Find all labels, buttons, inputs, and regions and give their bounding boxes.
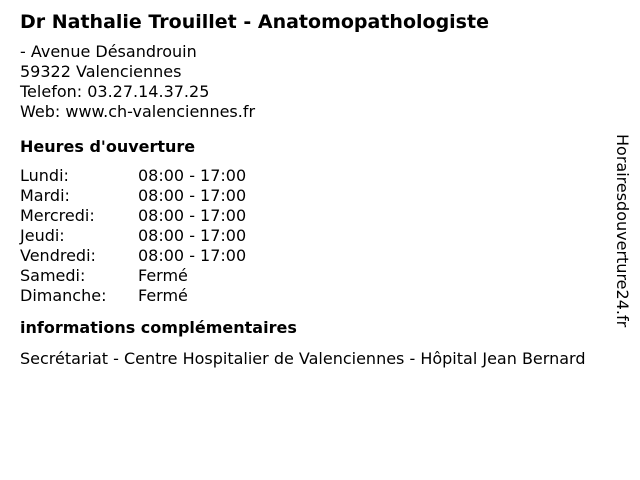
hours-row-tuesday — [20, 186, 630, 206]
time-value: 08:00 - 17:00 — [138, 186, 247, 205]
day-label: Samedi: — [20, 266, 86, 285]
day-label: Mardi: — [20, 186, 70, 205]
hours-row-friday — [20, 246, 630, 266]
phone-number: Telefon: 03.27.14.37.25 — [20, 82, 210, 101]
address-city: 59322 Valenciennes — [20, 62, 182, 81]
time-value: Fermé — [138, 286, 188, 305]
hours-row-wednesday — [20, 206, 630, 226]
day-label: Vendredi: — [20, 246, 96, 265]
time-value: 08:00 - 17:00 — [138, 166, 247, 185]
day-label: Lundi: — [20, 166, 69, 185]
page-title: Dr Nathalie Trouillet - Anatomopathologiste — [20, 11, 489, 33]
hours-row-monday — [20, 166, 630, 186]
time-value: 08:00 - 17:00 — [138, 206, 247, 225]
time-value: 08:00 - 17:00 — [138, 226, 247, 245]
hours-row-sunday — [20, 286, 630, 306]
day-label: Jeudi: — [20, 226, 65, 245]
hours-row-thursday — [20, 226, 630, 246]
website-link[interactable]: Web: www.ch-valenciennes.fr — [20, 102, 256, 121]
opening-hours-heading: Heures d'ouverture — [20, 137, 196, 156]
address-street: - Avenue Désandrouin — [20, 42, 197, 61]
day-label: Mercredi: — [20, 206, 95, 225]
side-brand-watermark: Horairesdouverture24.fr — [613, 134, 632, 328]
hours-row-saturday — [20, 266, 630, 286]
additional-info-heading: informations complémentaires — [20, 318, 297, 337]
opening-hours-table — [20, 166, 630, 306]
additional-info-text: Secrétariat - Centre Hospitalier de Valenciennes - Hôpital Jean Bernard — [20, 349, 586, 368]
time-value: 08:00 - 17:00 — [138, 246, 247, 265]
listing-content — [20, 10, 630, 369]
day-label: Dimanche: — [20, 286, 107, 305]
address-block — [20, 42, 630, 122]
time-value: Fermé — [138, 266, 188, 285]
